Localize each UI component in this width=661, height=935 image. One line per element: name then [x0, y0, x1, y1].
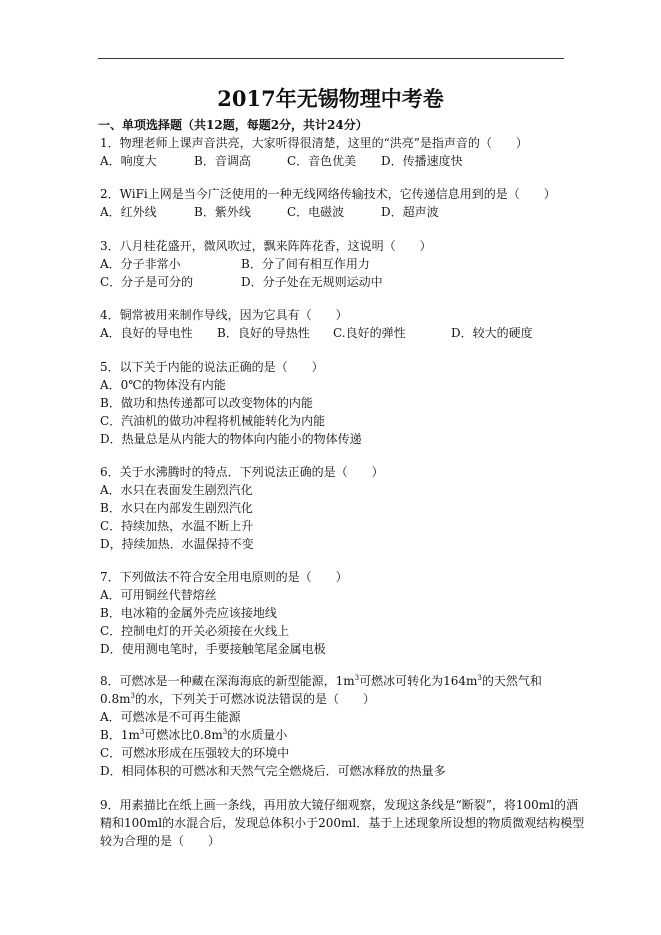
question-6-option-c: C．持续加热，水温不断上升 [100, 519, 254, 533]
question-4-stem: 4．铜常被用来制作导线，因为它具有（ ） [100, 308, 348, 322]
question-9-stem-line-1: 9．用素描比在纸上画一条线，再用放大镜仔细观察，发现这条线是“断裂”，将100ml的酒 [100, 798, 579, 812]
question-3-option-c: C．分子是可分的 [100, 275, 194, 289]
superscript-3: 3 [130, 692, 135, 700]
question-7-stem: 7．下列做法不符合安全用电原则的是（ ） [100, 570, 348, 584]
question-9-stem-line-2: 精和100ml的水混合后，发现总体积小于200ml．基于上述现象所设想的物质微观结构模型 [100, 816, 585, 830]
question-8-option-b-part-1: B．1m [100, 728, 140, 742]
question-3-option-b: B．分了间有相互作用力 [241, 257, 370, 271]
question-5-option-d: D．热量总是从内能大的物体向内能小的物体传递 [100, 432, 362, 446]
question-6-stem: 6．关于水沸腾时的特点．下列说法正确的是（ ） [100, 465, 384, 479]
superscript-3: 3 [139, 728, 145, 736]
question-8-stem-part-2: 可燃冰可转化为164m [359, 674, 478, 688]
question-2-option-a: A．红外线 [100, 205, 157, 219]
question-7-option-a: A．可用铜丝代替熔丝 [100, 588, 217, 602]
question-8-option-d: D．相同体积的可燃冰和天然气完全燃烧后．可燃冰释放的热量多 [100, 764, 446, 778]
question-6-option-a: A．水只在表面发生剧烈汽化 [100, 483, 253, 497]
header-rule [98, 58, 564, 59]
question-1-option-b: B．音调高 [194, 154, 251, 168]
question-8-option-b [100, 726, 287, 744]
question-5-option-c: C．汽油机的做功冲程将机械能转化为内能 [100, 414, 326, 428]
question-2-option-c: C．电磁波 [287, 205, 345, 219]
question-4-option-c: C.良好的弹性 [333, 326, 406, 340]
question-1-option-a: A．响度大 [100, 154, 157, 168]
superscript-3: 3 [477, 674, 482, 682]
question-3-stem: 3．八月桂花盛开，微风吹过，飘来阵阵花香，这说明（ ） [100, 239, 432, 253]
document-title: 2017年无锡物理中考卷 [217, 86, 444, 111]
superscript-3: 3 [354, 674, 360, 682]
question-1-option-c: C．音色优美 [287, 154, 357, 168]
question-5-option-a: A．0℃的物体没有内能 [100, 378, 226, 392]
superscript-3: 3 [222, 728, 228, 736]
question-2-option-d: D．超声波 [381, 205, 439, 219]
question-8-stem-line-1 [100, 672, 542, 690]
question-8-option-a: A．可燃冰是不可再生能源 [100, 710, 241, 724]
question-8-stem-part-5: 的水，下列关于可燃冰说法错误的是（ ） [134, 692, 375, 706]
question-4-option-d: D．较大的硬度 [451, 326, 533, 340]
question-8-stem-part-3: 的天然气和 [481, 674, 542, 688]
question-2-option-b: B．紫外线 [194, 205, 251, 219]
question-9-stem-line-3: 较为合理的是（ ） [100, 834, 221, 848]
question-6-option-b: B．水只在内部发生剧烈汽化 [100, 501, 253, 515]
question-8-option-c: C．可燃冰形成在压强较大的环境中 [100, 746, 290, 760]
question-8-stem-part-4: 0.8m [100, 692, 131, 706]
question-8-stem-part-1: 8．可燃冰是一种藏在深海海底的新型能源，1m [100, 674, 355, 688]
question-6-option-d: D，持续加热．水温保持不变 [100, 537, 254, 551]
question-3-option-a: A．分子非常小 [100, 257, 181, 271]
question-3-option-d: D．分子处在无规则运动中 [241, 275, 383, 289]
question-8-option-b-part-2: 可燃冰比0.8m [144, 728, 223, 742]
question-8-stem-line-2 [100, 690, 375, 708]
question-2-stem: 2．WiFi上网是当今广泛使用的一种无线网络传输技术，它传递信息用到的是（ ） [100, 187, 556, 201]
question-7-option-d: D．使用测电笔时，手要接触笔尾金属电极 [100, 642, 326, 656]
section-heading: 一、单项选择题（共12题，每题2分，共计24分） [98, 118, 368, 132]
question-5-stem: 5．以下关于内能的说法正确的是（ ） [100, 360, 324, 374]
question-7-option-b: B．电冰箱的金属外壳应该接地线 [100, 606, 277, 620]
question-4-option-a: A．良好的导电性 [100, 326, 193, 340]
question-4-option-b: B．良好的导热性 [217, 326, 310, 340]
question-8-option-b-part-3: 的水质量小 [227, 728, 288, 742]
question-1-stem: 1．物理老师上课声音洪亮，大家听得很清楚，这里的“洪亮”是指声音的（ ） [100, 136, 528, 150]
question-7-option-c: C．控制电灯的开关必须接在火线上 [100, 624, 290, 638]
question-1-option-d: D．传播速度快 [381, 154, 463, 168]
question-5-option-b: B．做功和热传递都可以改变物体的内能 [100, 396, 313, 410]
